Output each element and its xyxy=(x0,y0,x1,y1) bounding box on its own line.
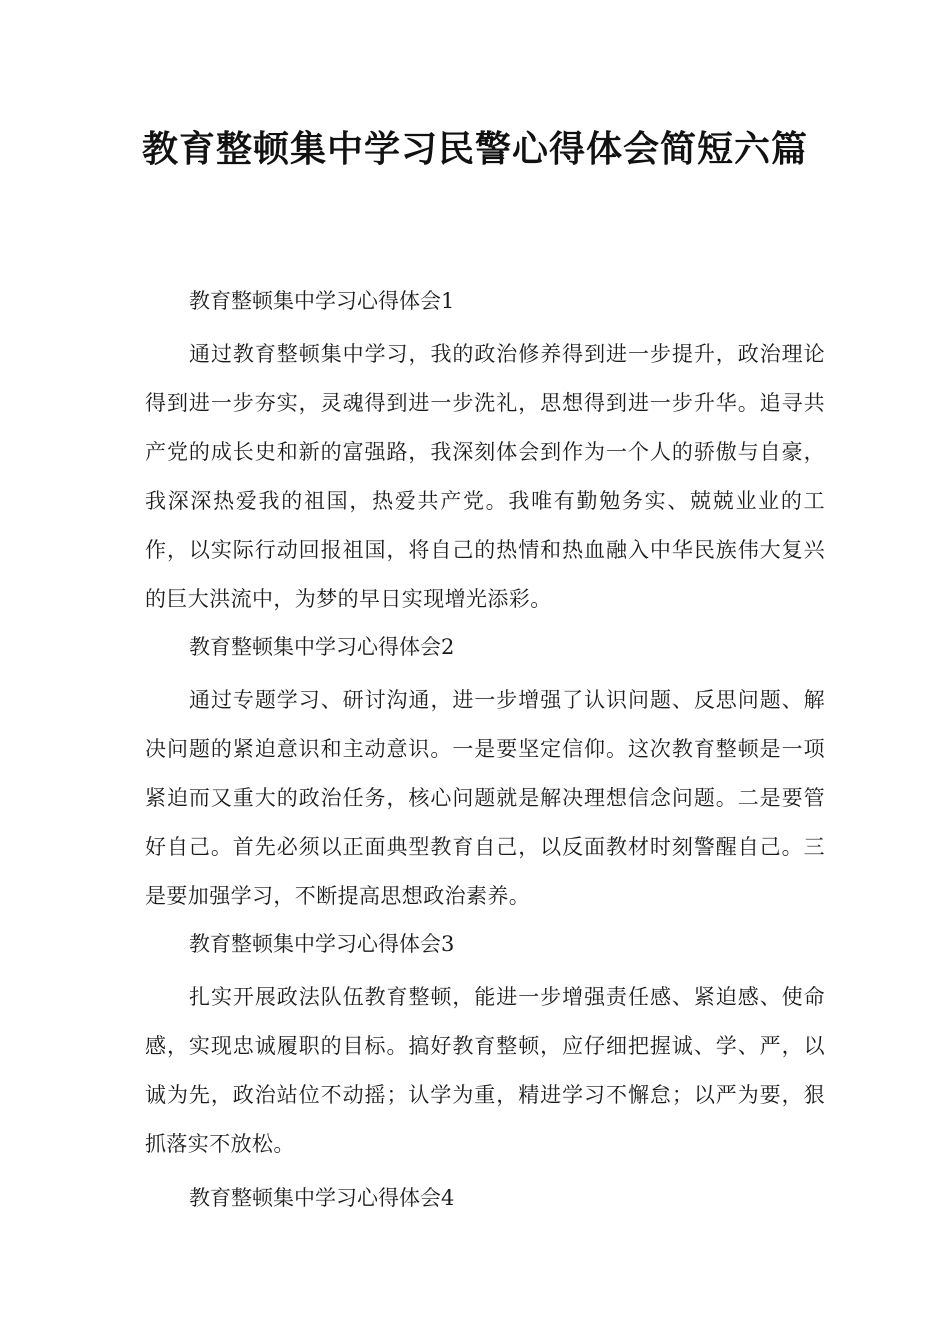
section-4 xyxy=(145,1169,825,1221)
document-title: 教育整顿集中学习民警心得体会简短六篇 xyxy=(141,129,808,170)
section-1 xyxy=(145,278,825,624)
section-heading: 教育整顿集中学习心得体会3 xyxy=(189,932,455,956)
section-heading: 教育整顿集中学习心得体会4 xyxy=(189,1186,455,1210)
section-paragraph: 扎实开展政法队伍教育整顿，能进一步增强责任感、紧迫感、使命感，实现忠诚履职的目标。搞好教育整顿，应仔细把握诚、学、严，以诚为先，政治站位不动摇；认学为重，精进学习不懈怠；以严为要，狠抓落实不放松。 xyxy=(145,985,825,1156)
section-heading: 教育整顿集中学习心得体会2 xyxy=(189,635,455,659)
section-heading: 教育整顿集中学习心得体会1 xyxy=(189,289,455,313)
document-body xyxy=(145,278,825,1221)
section-2 xyxy=(145,624,825,921)
section-3 xyxy=(145,921,825,1169)
section-paragraph: 通过教育整顿集中学习，我的政治修养得到进一步提升，政治理论得到进一步夯实，灵魂得到进一步洗礼，思想得到进一步升华。追寻共产党的成长史和新的富强路，我深刻体会到作为一个人的骄傲与自豪，我深深热爱我的祖国，热爱共产党。我唯有勤勉务实、兢兢业业的工作，以实际行动回报祖国，将自己的热情和热血融入中华民族伟大复兴的巨大洪流中，为梦的早日实现增光添彩。 xyxy=(145,342,825,611)
section-paragraph: 通过专题学习、研讨沟通，进一步增强了认识问题、反思问题、解决问题的紧迫意识和主动意识。一是要坚定信仰。这次教育整顿是一项紧迫而又重大的政治任务，核心问题就是解决理想信念问题。二是要管好自己。首先必须以正面典型教育自己，以反面教材时刻警醒自己。三是要加强学习，不断提高思想政治素养。 xyxy=(145,688,825,908)
